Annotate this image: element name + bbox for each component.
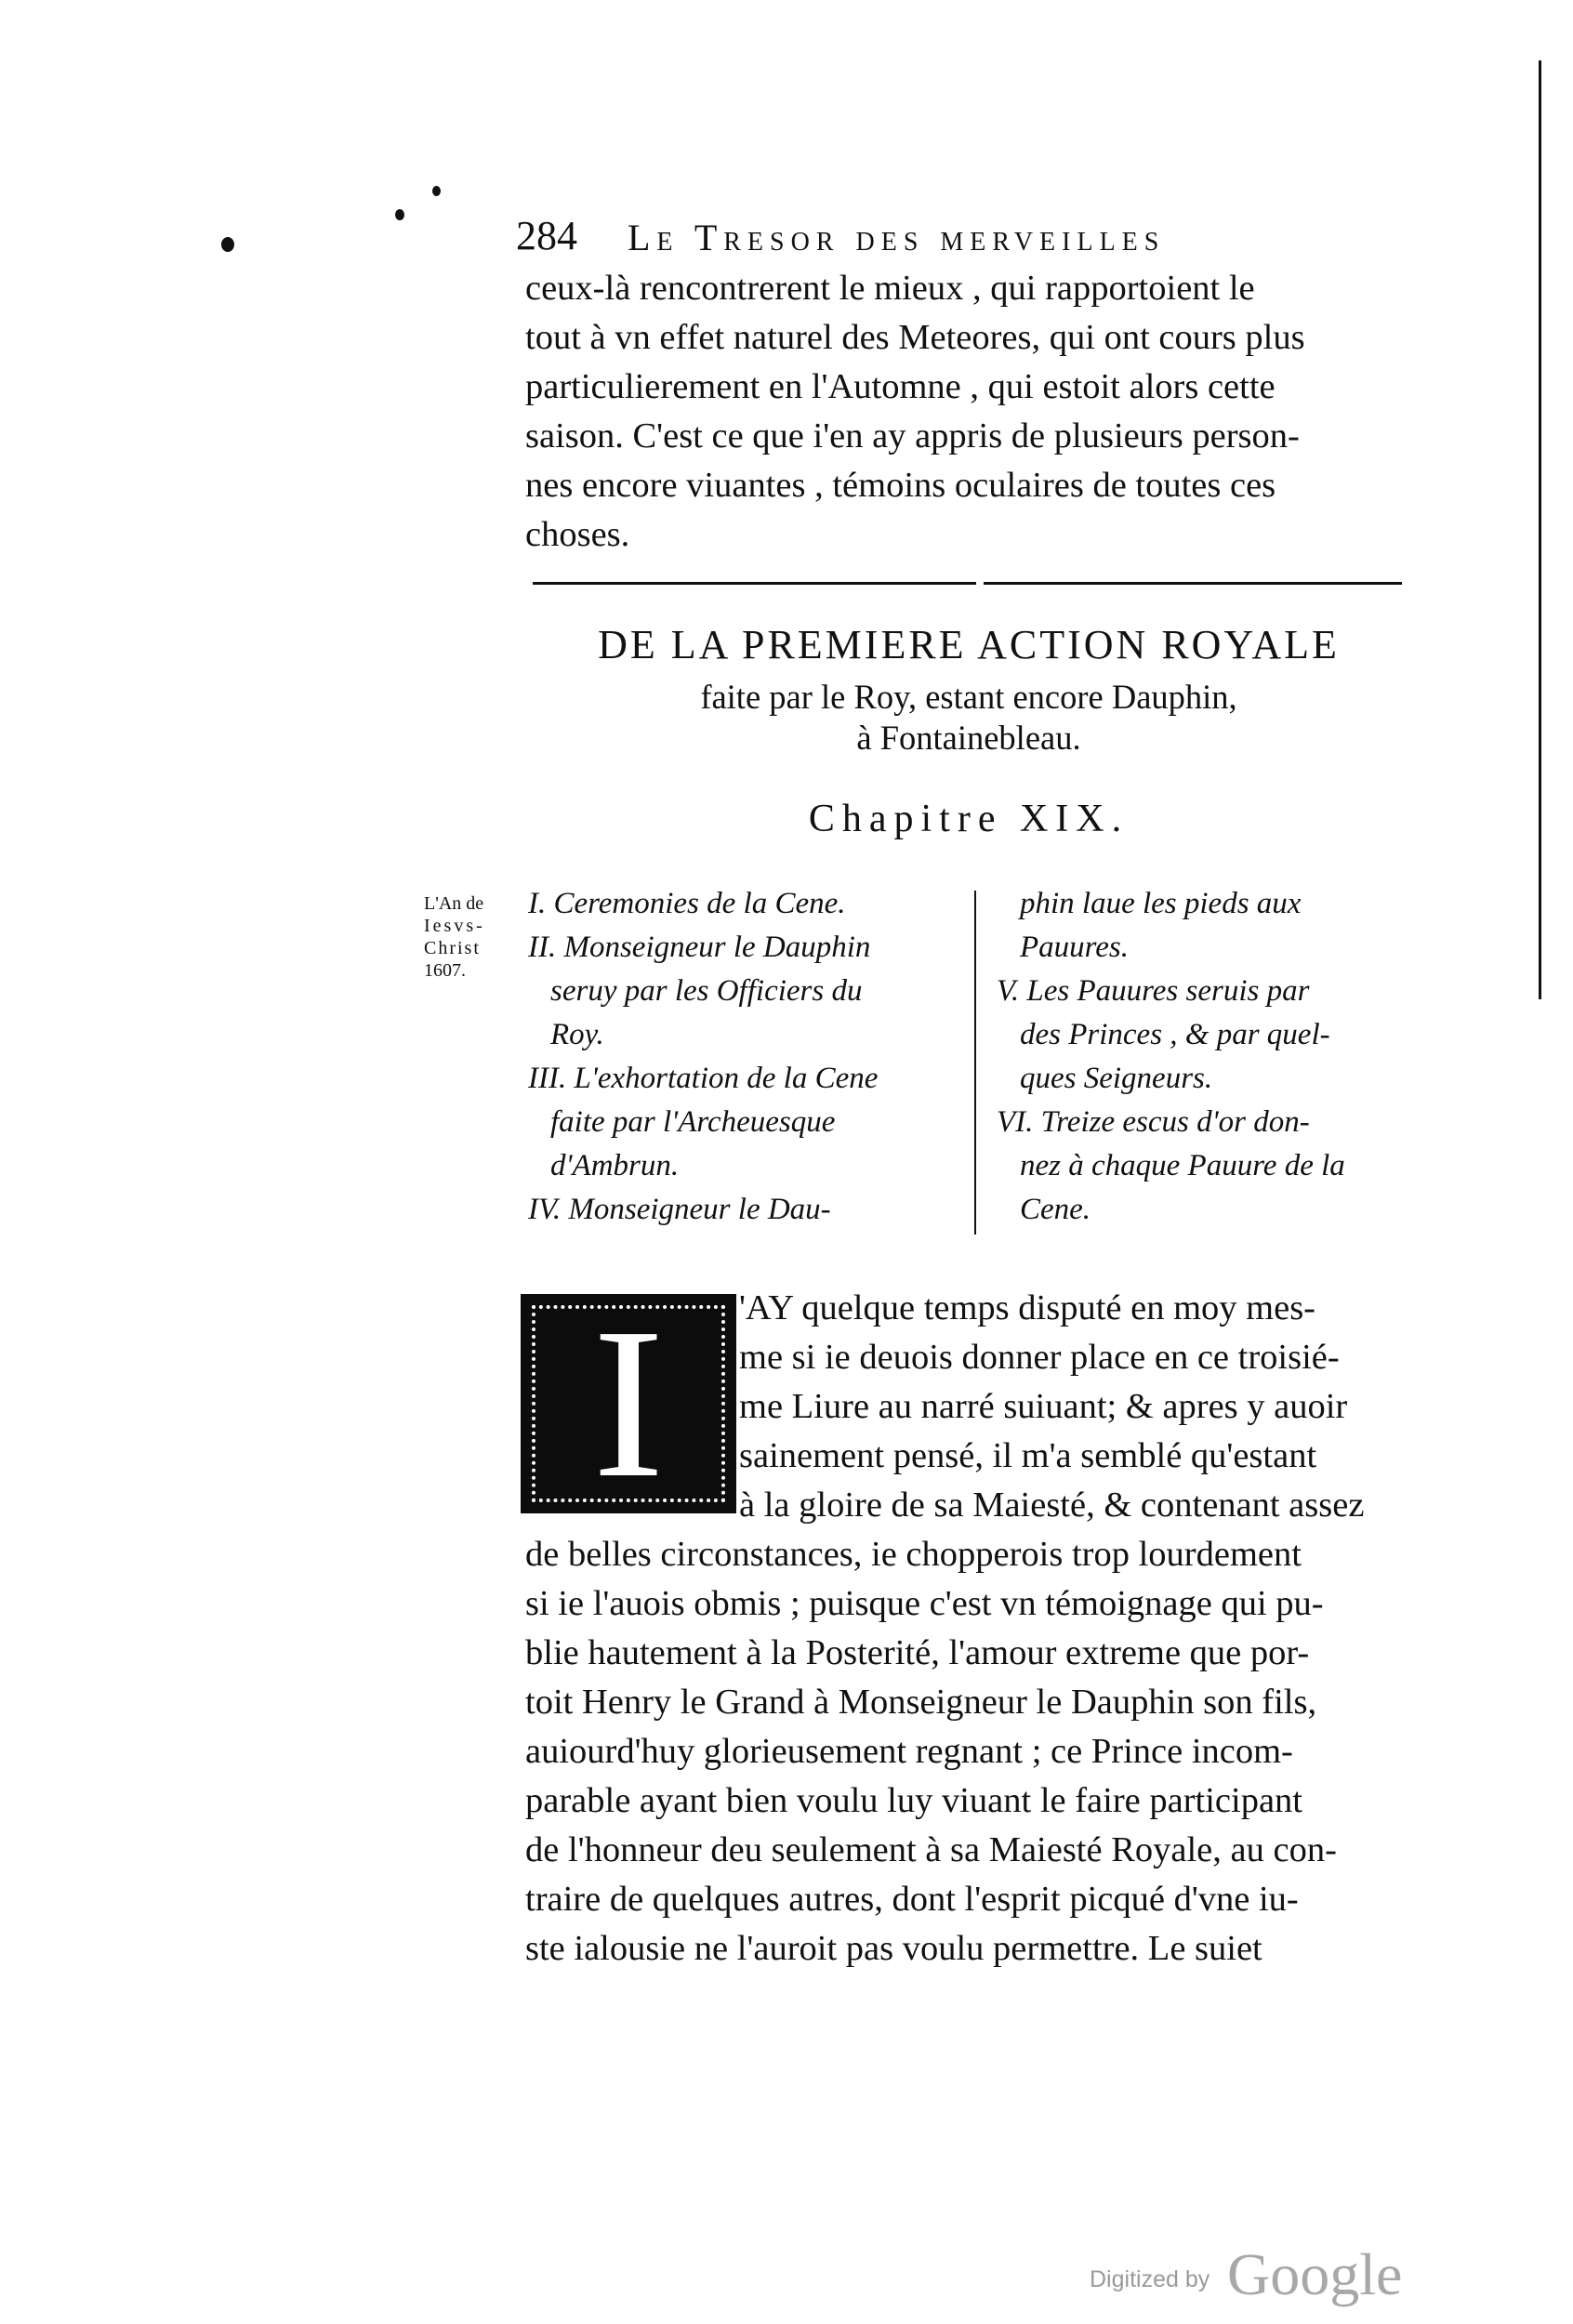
body-line: à la gloire de sa Maiesté, & contenant assez — [739, 1486, 1365, 1525]
summary-item: VI. Treize escus d'or don- — [997, 1105, 1310, 1139]
summary-item: I. Ceremonies de la Cene. — [528, 887, 846, 920]
ink-speck — [432, 186, 441, 196]
chapter-heading: DE LA PREMIERE ACTION ROYALE — [598, 622, 1340, 667]
summary-item: nez à chaque Pauure de la — [1020, 1149, 1345, 1182]
ornamental-drop-cap: I — [521, 1294, 736, 1513]
body-line: de l'honneur deu seulement à sa Maiesté Royale, au con- — [525, 1830, 1337, 1869]
page-edge-line — [1539, 60, 1541, 999]
summary-item: Cene. — [1020, 1193, 1091, 1226]
summary-item: des Princes , & par quel- — [1020, 1018, 1330, 1051]
margin-note: 1607. — [424, 960, 466, 981]
summary-item: Roy. — [550, 1018, 604, 1051]
page-header — [516, 212, 1408, 258]
body-line: traire de quelques autres, dont l'esprit picqué d'vne iu- — [525, 1880, 1299, 1919]
body-line: toit Henry le Grand à Monseigneur le Dauphin son fils, — [525, 1683, 1317, 1722]
margin-note: Iesvs- — [424, 916, 485, 936]
ink-speck — [221, 237, 234, 252]
margin-note: L'An de — [424, 893, 484, 914]
body-line: 'AY quelque temps disputé en moy mes- — [739, 1288, 1316, 1327]
chapter-label: Chapitre XIX. — [808, 798, 1130, 840]
body-line: parable ayant bien voulu luy viuant le faire participant — [525, 1781, 1302, 1820]
body-line: me si ie deuois donner place en ce troisié- — [739, 1338, 1340, 1377]
digitized-by-label: Digitized by — [1090, 2266, 1210, 2292]
body-line: blie hautement à la Posterité, l'amour extreme que por- — [525, 1633, 1310, 1672]
section-rule-left — [533, 582, 976, 585]
text-line: saison. C'est ce que i'en ay appris de plusieurs person- — [525, 416, 1300, 456]
google-watermark: Google — [1227, 2241, 1403, 2307]
body-line: me Liure au narré suiuant; & apres y auoir — [739, 1387, 1348, 1426]
summary-item: IV. Monseigneur le Dau- — [528, 1193, 831, 1226]
summary-column-divider — [974, 891, 976, 1235]
chapter-subheading: à Fontainebleau. — [856, 719, 1081, 757]
summary-item: faite par l'Archeuesque — [550, 1105, 836, 1139]
text-line: particulierement en l'Automne , qui estoit alors cette — [525, 367, 1276, 406]
summary-item: seruy par les Officiers du — [550, 974, 863, 1008]
text-line: ceux-là rencontrerent le mieux , qui rapportoient le — [525, 269, 1255, 308]
summary-item: II. Monseigneur le Dauphin — [528, 931, 871, 964]
page-number: 284 — [516, 213, 577, 258]
chapter-subheading: faite par le Roy, estant encore Dauphin, — [700, 678, 1237, 716]
summary-item: phin laue les pieds aux — [1020, 887, 1302, 920]
text-line: choses. — [525, 515, 630, 554]
summary-item: III. L'exhortation de la Cene — [528, 1062, 879, 1095]
text-line: tout à vn effet naturel des Meteores, qui ont cours plus — [525, 318, 1305, 357]
running-title: Le Tresor des merveilles — [628, 217, 1166, 258]
section-rule-right — [984, 582, 1402, 585]
body-line: de belles circonstances, ie chopperois trop lourdement — [525, 1535, 1302, 1574]
margin-note: Christ — [424, 938, 481, 958]
summary-item: Pauures. — [1020, 931, 1130, 964]
body-line: ste ialousie ne l'auroit pas voulu permettre. Le suiet — [525, 1929, 1262, 1968]
body-line: sainement pensé, il m'a semblé qu'estant — [739, 1436, 1317, 1475]
summary-item: d'Ambrun. — [550, 1149, 680, 1182]
text-line: nes encore viuantes , témoins oculaires de toutes ces — [525, 466, 1276, 505]
summary-item: ques Seigneurs. — [1020, 1062, 1213, 1095]
summary-item: V. Les Pauures seruis par — [997, 974, 1310, 1008]
body-line: si ie l'auois obmis ; puisque c'est vn témoignage qui pu- — [525, 1584, 1324, 1623]
body-line: auiourd'huy glorieusement regnant ; ce Prince incom- — [525, 1732, 1293, 1771]
ink-speck — [395, 209, 404, 220]
